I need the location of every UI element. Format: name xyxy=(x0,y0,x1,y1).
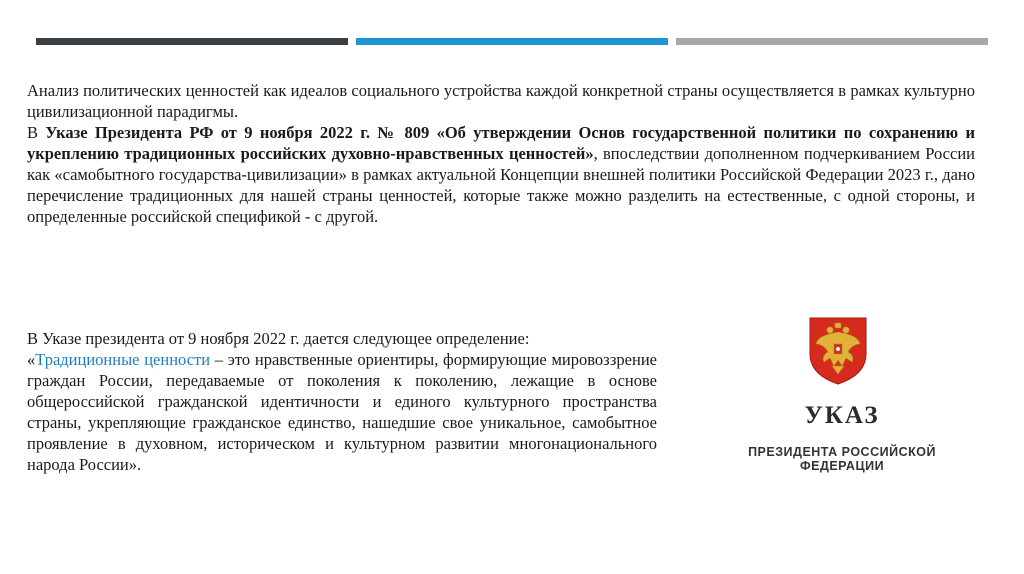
intro-text xyxy=(27,80,975,227)
definition-body: – это нравственные ориентиры, формирующие мировоззрение граждан России, передаваемые от поколения к поколению, лежащие в основе общероссийской гражданской идентичности и единого культурного пространства страны, укрепляющие гражданское единство, нашедшие свое уникальное, самобытное проявление в духовном, историческом и культурном развитии многонационального народа России». xyxy=(27,350,657,474)
definition-lead: В Указе президента от 9 ноября 2022 г. дается следующее определение: xyxy=(27,329,530,348)
decree-subtitle: ПРЕЗИДЕНТА РОССИЙСКОЙ ФЕДЕРАЦИИ xyxy=(748,445,936,473)
header-bar-blue xyxy=(356,38,668,45)
russian-coat-of-arms-icon xyxy=(806,314,870,386)
open-quote: « xyxy=(27,350,36,369)
intro-p2-prefix: В xyxy=(27,123,46,142)
decree-reference: Указе Президента РФ от 9 ноября 2022 г. № 809 «Об утверждении Основ государственной политики по сохранению и укреплению традиционных российских духовно-нравственных ценностей» xyxy=(27,123,975,163)
header-bar-gray xyxy=(676,38,988,45)
decree-title: УКАЗ xyxy=(804,402,880,429)
decree-card xyxy=(706,312,978,482)
definition-term: Традиционные ценности xyxy=(35,350,211,369)
definition-text xyxy=(27,349,657,475)
definition-block xyxy=(27,328,657,475)
intro-p2-rest: , впоследствии дополненном подчеркиванием России как «самобытного государства-цивилизации» в рамках актуальной Концепции внешней политики Российской Федерации 2023 г., дано перечисление традиционных для нашей страны ценностей, которые также можно разделить на естественные, с одной стороны, и определенные российской спецификой - с другой. xyxy=(27,144,975,226)
header-bar-dark xyxy=(36,38,348,45)
intro-paragraph-2 xyxy=(27,122,975,227)
intro-paragraph-1: Анализ политических ценностей как идеалов социального устройства каждой конкретной страны осуществляется в рамках культурно цивилизационной парадигмы. xyxy=(27,81,975,121)
